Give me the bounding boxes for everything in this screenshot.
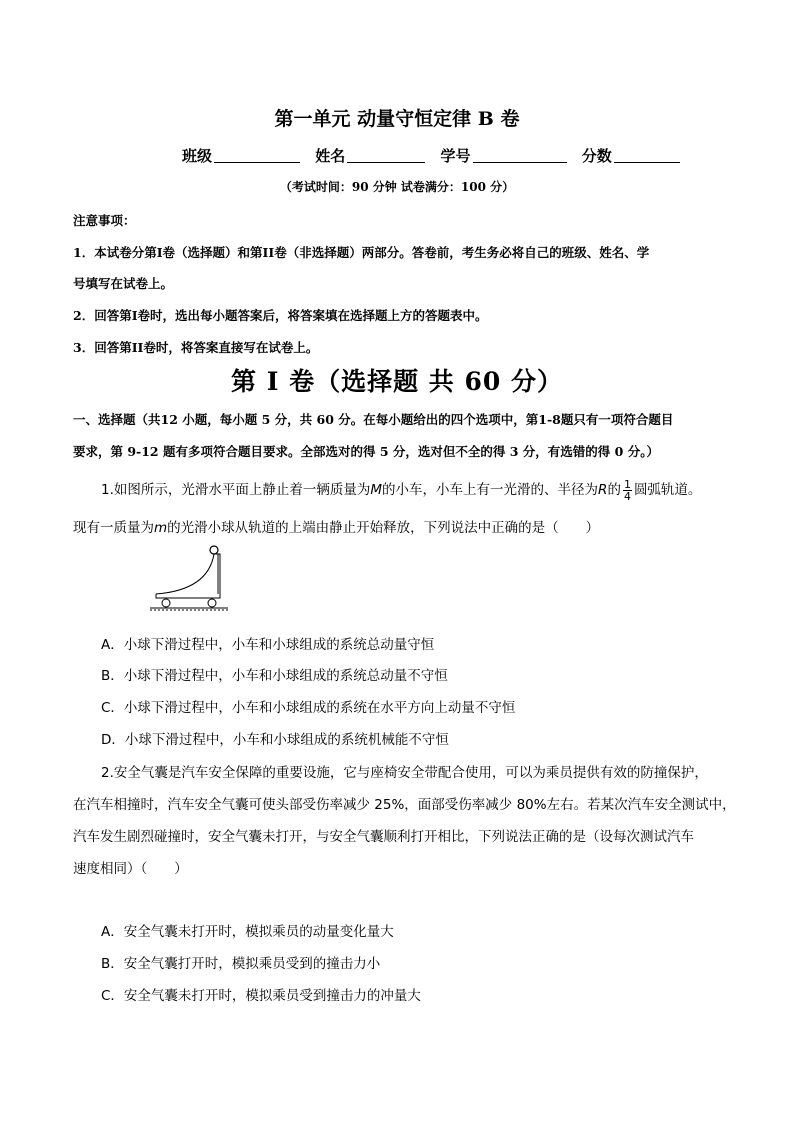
exam-title: 第一单元 动量守恒定律 B 卷 [274,108,520,130]
q1-option-c: C．小球下滑过程中，小车和小球组成的系统在水平方向上动量不守恒 [101,700,516,716]
q1-text: 1.如图所示，光滑水平面上静止着一辆质量为 [101,482,371,498]
name-blank[interactable] [347,148,425,163]
question-1-line-2 [73,516,599,536]
q1-option-a: A．小球下滑过程中，小车和小球组成的系统总动量守恒 [101,637,435,653]
section-intro-line: 要求，第 9-12 题有多项符合题目要求。全部选对的得 5 分，选对但不全的得 3 分，有选错的得 0 分。） [73,444,659,459]
notes-heading: 注意事项： [73,213,136,228]
mass-M-symbol: M [370,482,383,498]
q1-option-d: D．小球下滑过程中，小车和小球组成的系统机械能不守恒 [101,732,449,748]
student-id-blank[interactable] [473,148,567,163]
question-2-line: 汽车发生剧烈碰撞时，安全气囊未打开，与安全气囊顺利打开相比，下列说法正确的是（设每次测试汽车 [73,829,694,845]
q2-option-c: C．安全气囊未打开时，模拟乘员受到撞击力的冲量大 [101,988,421,1004]
section-intro-line: 一、选择题（共12 小题，每小题 5 分，共 60 分。在每小题给出的四个选项中，第1-8题只有一项符合题目 [73,412,674,427]
note-item: 2．回答第I卷时，选出每小题答案后，将答案填在选择题上方的答题表中。 [73,308,488,323]
q1-text: 圆弧轨道。 [633,482,702,498]
wheel-icon [162,599,170,607]
q1-option-b: B．小球下滑过程中，小车和小球组成的系统总动量不守恒 [101,668,448,684]
score-blank[interactable] [614,148,680,163]
q2-option-b: B．安全气囊打开时，模拟乘员受到的撞击力小 [101,956,381,972]
question-2-line: 速度相同）（ ） [73,861,188,877]
q1-text: 的 [607,482,621,498]
question-2-line: 2.安全气囊是汽车安全保障的重要设施，它与座椅安全带配合使用，可以为乘员提供有效的防撞保护， [101,765,708,781]
student-id-label: 学号 [440,147,471,165]
q1-text: 的小车，小车上有一光滑的、半径为 [382,482,599,498]
student-info-fields [182,145,690,166]
question-2-line: 在汽车相撞时，汽车安全气囊可使头部受伤率减少 25%，面部受伤率减少 80%左右。若某次汽车安全测试中， [73,797,736,813]
mass-m-symbol: m [154,520,168,536]
fraction-denominator: 4 [623,489,631,503]
score-label: 分数 [581,147,612,165]
quarter-fraction [623,479,632,502]
class-label: 班级 [182,147,213,165]
wheel-icon [208,599,216,607]
question-1-line-1 [101,478,701,502]
name-label: 姓名 [315,147,346,165]
fraction-numerator: 1 [623,477,631,491]
note-item: 号填写在试卷上。 [73,276,174,291]
q1-text: 的光滑小球从轨道的上端由静止开始释放，下列说法中正确的是（ ） [167,520,600,536]
note-item: 1．本试卷分第I卷（选择题）和第II卷（非选择题）两部分。答卷前，考生务必将自己的班级、姓名、学 [73,245,650,260]
cart-track-figure [148,540,232,612]
ball-icon [210,546,218,554]
exam-time-note: （考试时间：90 分钟 试卷满分：100 分） [279,180,515,194]
class-blank[interactable] [214,148,300,163]
note-item: 3．回答第II卷时，将答案直接写在试卷上。 [73,340,319,355]
q2-option-a: A．安全气囊未打开时，模拟乘员的动量变化量大 [101,924,394,940]
radius-R-symbol: R [598,482,608,498]
q1-text: 现有一质量为 [73,520,154,536]
section-title: 第 I 卷（选择题 共 60 分） [230,367,563,396]
